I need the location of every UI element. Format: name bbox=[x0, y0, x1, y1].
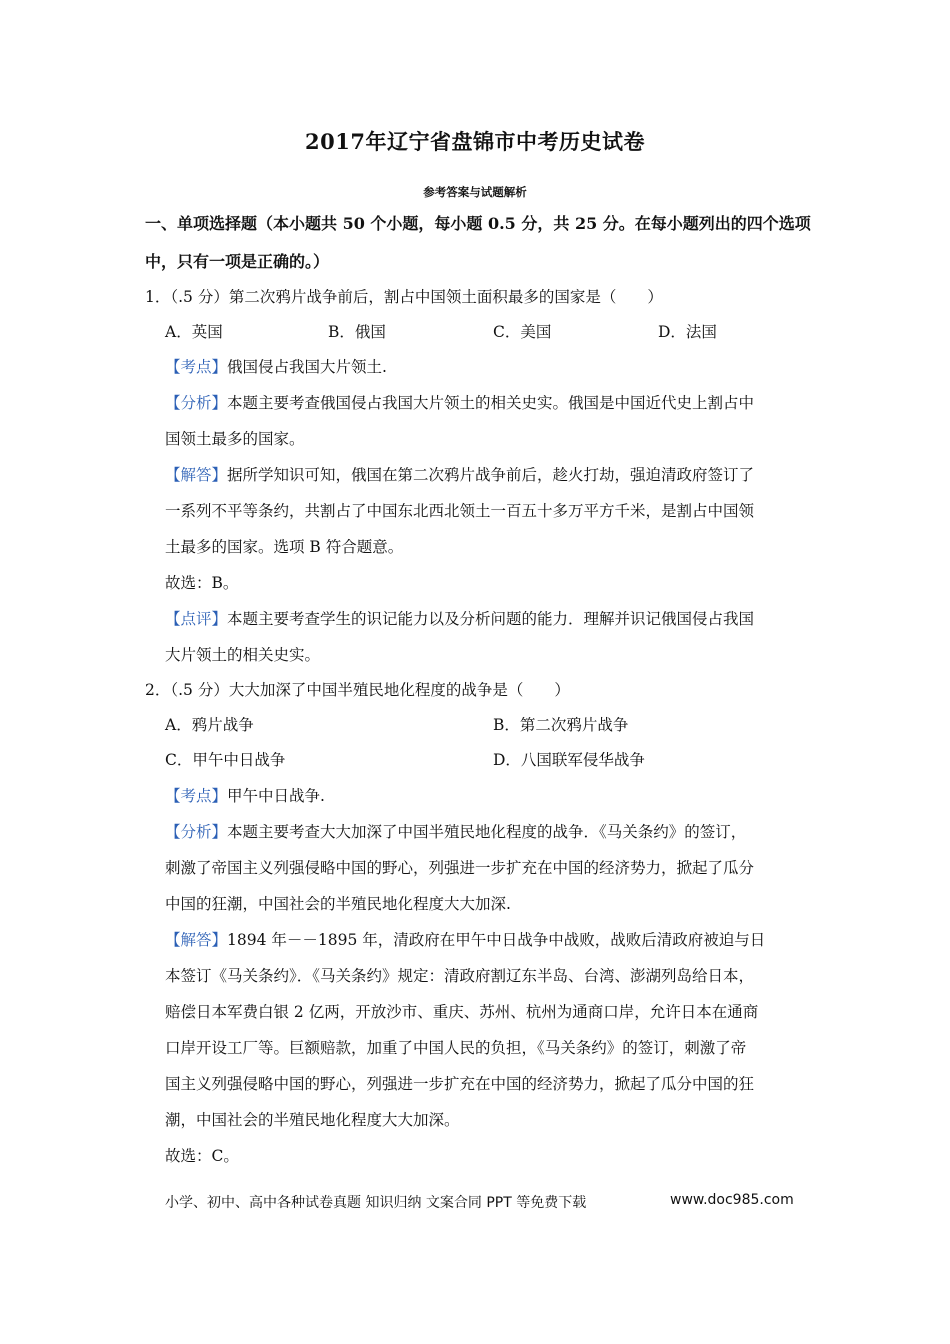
footer-url[interactable]: www.doc985.com bbox=[670, 1192, 794, 1208]
q1-answer: 故选：B。 bbox=[165, 574, 239, 592]
q2-option-b: B．第二次鸦片战争 bbox=[493, 716, 629, 734]
q2-kaodian bbox=[165, 786, 325, 806]
q2-kaodian-text: 甲午中日战争. bbox=[227, 787, 325, 805]
q2-fenxi-text1: 本题主要考查大大加深了中国半殖民地化程度的战争．《马关条约》的签订， bbox=[227, 823, 747, 841]
q1-kaodian-tag: 【考点】 bbox=[165, 358, 228, 376]
q2-jieda-line3: 赔偿日本军费白银 2 亿两，开放沙市、重庆、苏州、杭州为通商口岸，允许日本在通商 bbox=[165, 1003, 759, 1021]
q1-stem: 1．（.5 分）第二次鸦片战争前后，割占中国领土面积最多的国家是（ ） bbox=[145, 288, 663, 306]
page-title: 2017年辽宁省盘锦市中考历史试卷 bbox=[305, 129, 645, 154]
q2-jieda-line4: 口岸开设工厂等。巨额赔款，加重了中国人民的负担，《马关条约》的签订，刺激了帝 bbox=[165, 1039, 747, 1057]
q1-jieda-text1: 据所学知识可知，俄国在第二次鸦片战争前后，趁火打劫，强迫清政府签订了 bbox=[227, 466, 755, 484]
q2-option-d: D．八国联军侵华战争 bbox=[493, 751, 645, 769]
q2-fenxi-tag: 【分析】 bbox=[165, 823, 228, 841]
q1-dianping-text1: 本题主要考查学生的识记能力以及分析问题的能力．理解并识记俄国侵占我国 bbox=[227, 610, 755, 628]
q2-kaodian-tag: 【考点】 bbox=[165, 787, 228, 805]
q2-jieda-text1: 1894 年－－1895 年，清政府在甲午中日战争中战败，战败后清政府被迫与日 bbox=[227, 931, 766, 949]
q1-kaodian-text: 俄国侵占我国大片领土. bbox=[227, 358, 387, 376]
page-subtitle: 参考答案与试题解析 bbox=[423, 185, 527, 199]
q1-fenxi-tag: 【分析】 bbox=[165, 394, 228, 412]
q1-fenxi-line1 bbox=[165, 393, 754, 413]
q1-jieda-line2: 一系列不平等条约，共割占了中国东北西北领土一百五十多万平方千米，是割占中国领 bbox=[165, 502, 755, 520]
q1-jieda-tag: 【解答】 bbox=[165, 466, 228, 484]
q2-jieda-line2: 本签订《马关条约》．《马关条约》规定：清政府割辽东半岛、台湾、澎湖列岛给日本， bbox=[165, 967, 755, 985]
q2-jieda-line6: 潮，中国社会的半殖民地化程度大大加深。 bbox=[165, 1111, 460, 1129]
q2-fenxi-line2: 刺激了帝国主义列强侵略中国的野心，列强进一步扩充在中国的经济势力，掀起了瓜分 bbox=[165, 859, 755, 877]
q1-option-b: B．俄国 bbox=[328, 323, 386, 341]
q1-dianping-tag: 【点评】 bbox=[165, 610, 228, 628]
section-heading-line2: 中，只有一项是正确的。） bbox=[145, 252, 330, 271]
q2-option-c: C．甲午中日战争 bbox=[165, 751, 286, 769]
q1-option-c: C．美国 bbox=[493, 323, 552, 341]
q1-jieda-line3: 土最多的国家。选项 B 符合题意。 bbox=[165, 538, 404, 556]
q2-stem: 2．（.5 分）大大加深了中国半殖民地化程度的战争是（ ） bbox=[145, 681, 570, 699]
q2-jieda-line1 bbox=[165, 930, 765, 950]
q1-option-d: D．法国 bbox=[658, 323, 717, 341]
q2-fenxi-line1 bbox=[165, 822, 746, 842]
q2-answer: 故选：C。 bbox=[165, 1147, 239, 1165]
q2-jieda-tag: 【解答】 bbox=[165, 931, 228, 949]
q1-dianping-line2: 大片领土的相关史实。 bbox=[165, 646, 321, 664]
q1-fenxi-text1: 本题主要考查俄国侵占我国大片领土的相关史实。俄国是中国近代史上割占中 bbox=[227, 394, 755, 412]
q1-kaodian bbox=[165, 357, 387, 377]
q2-fenxi-line3: 中国的狂潮，中国社会的半殖民地化程度大大加深. bbox=[165, 895, 511, 913]
q1-option-a: A．英国 bbox=[165, 323, 223, 341]
q2-jieda-line5: 国主义列强侵略中国的野心，列强进一步扩充在中国的经济势力，掀起了瓜分中国的狂 bbox=[165, 1075, 755, 1093]
q2-option-a: A．鸦片战争 bbox=[165, 716, 254, 734]
q1-fenxi-line2: 国领土最多的国家。 bbox=[165, 430, 305, 448]
section-heading-line1: 一、单项选择题（本小题共 50 个小题，每小题 0.5 分，共 25 分。在每小题列出的四个选项 bbox=[145, 214, 811, 233]
footer-text: 小学、初中、高中各种试卷真题 知识归纳 文案合同 PPT 等免费下载 bbox=[165, 1195, 587, 1211]
page-footer bbox=[165, 1192, 794, 1212]
q1-jieda-line1 bbox=[165, 465, 754, 485]
q1-dianping-line1 bbox=[165, 609, 754, 629]
